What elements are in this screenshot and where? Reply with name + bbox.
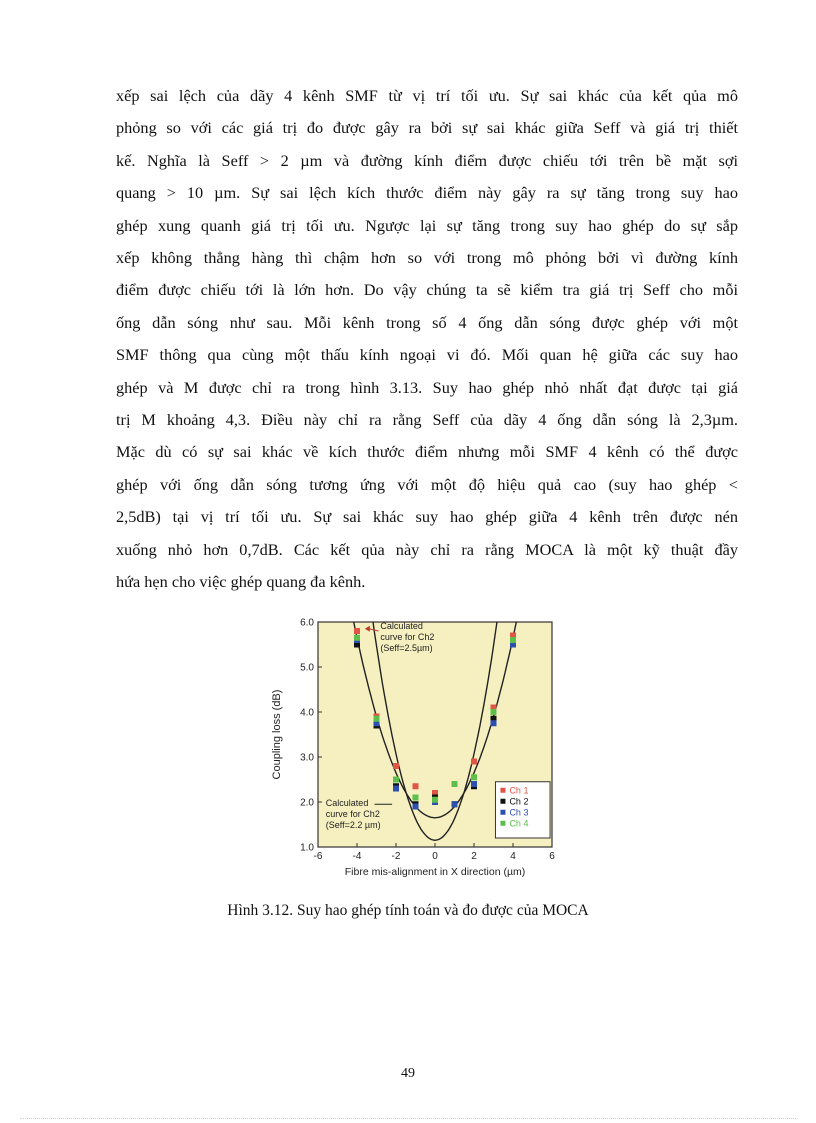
annotation-text: curve for Ch2 [380,631,435,642]
x-tick-label: 4 [510,851,516,862]
figure-coupling-loss [262,612,562,892]
y-tick-label: 2.0 [300,797,314,809]
coupling-loss-chart [262,612,562,892]
body-line: kế. Nghĩa là Seff > 2 µm và đường kính điểm được chiếu tới trên bề mặt sợi [116,150,738,170]
data-point [491,709,497,715]
y-tick-label: 4.0 [300,707,314,719]
body-line: quang > 10 µm. Sự sai lệch kích thước điểm này gây ra sự tăng trong suy hao [116,183,738,203]
legend-swatch [500,788,505,793]
body-line: ống dẫn sóng như sau. Mỗi kênh trong số 4 ống dẫn sóng được ghép với một [116,312,738,332]
data-point [471,759,477,765]
legend-swatch [500,799,505,804]
data-point [393,763,399,769]
annotation-text: (Seff=2.5µm) [380,642,433,653]
body-line: ghép xung quanh giá trị tối ưu. Ngược lại sự tăng trong suy hao ghép do sự sắp [116,215,738,235]
data-point [413,795,419,801]
legend-label: Ch 4 [509,818,529,829]
data-point [452,781,458,787]
data-point [510,637,516,643]
x-tick-label: 0 [432,851,438,862]
x-tick-label: -6 [313,851,323,862]
body-line: phỏng so với các giá trị đo được gây ra bởi sự sai khác giữa Seff và giá trị thiết [116,118,738,138]
data-point [413,783,419,789]
annotation-text: curve for Ch2 [325,809,380,819]
body-line: trị M khoảng 4,3. Điều này chỉ ra rằng Seff của dãy 4 ống dẫn sóng là 2,3µm. [116,410,738,430]
legend-swatch [500,810,505,815]
footer-divider [20,1118,796,1119]
body-paragraph [116,80,738,599]
y-tick-label: 1.0 [300,842,314,854]
legend-label: Ch 2 [509,796,529,807]
y-tick-label: 6.0 [300,617,314,629]
data-point [413,804,419,810]
data-point [393,786,399,792]
legend-label: Ch 1 [509,785,529,796]
annotation-text: Calculated [380,620,423,631]
data-point [491,720,497,726]
data-point [374,716,380,722]
x-tick-label: -2 [391,851,401,862]
x-tick-label: 6 [549,851,555,862]
body-line: 2,5dB) tại vị trí tối ưu. Sự sai khác suy hao ghép giữa 4 kênh trên được nén [116,507,738,527]
data-point [393,777,399,783]
annotation-text: (Seff=2.2 µm) [325,820,381,830]
data-point [471,774,477,780]
x-axis-label: Fibre mis-alignment in X direction (µm) [344,866,526,878]
data-point [354,628,360,634]
legend-swatch [500,821,505,826]
x-tick-label: 2 [471,851,477,862]
y-axis-label: Coupling loss (dB) [271,689,283,780]
legend-label: Ch 3 [509,807,529,818]
data-point [432,797,438,803]
data-point [354,635,360,641]
body-line: điểm được chiếu tới là lớn hơn. Do vậy chúng ta sẽ kiểm tra giá trị Seff cho mỗi [116,280,738,300]
figure-caption: Hình 3.12. Suy hao ghép tính toán và đo được của MOCA [227,902,589,919]
body-line: Mặc dù có sự sai khác về kích thước điểm nhưng mỗi SMF 4 kênh có thể được [116,442,738,462]
body-line: xếp sai lệch của dãy 4 kênh SMF từ vị trí tối ưu. Sự sai khác của kết qủa mô [116,86,738,105]
data-point [452,801,458,807]
body-line: ghép với ống dẫn sóng tương ứng với một độ hiệu quả cao (suy hao ghép < [116,474,738,494]
y-tick-label: 3.0 [300,752,314,764]
data-point [471,781,477,787]
body-line: SMF thông qua cùng một thấu kính ngoại vi đó. Mối quan hệ giữa các suy hao [116,345,738,365]
page-number: 49 [401,1066,415,1081]
y-tick-label: 5.0 [300,662,314,674]
body-line: xếp không thẳng hàng thì chậm hơn so với trong mô phỏng bởi vì đường kính [116,248,738,268]
body-line: ghép và M được chỉ ra trong hình 3.13. Suy hao ghép nhỏ nhất đạt được tại giá [116,377,738,397]
body-line: hứa hẹn cho việc ghép quang đa kênh. [116,572,366,592]
body-line: xuống nhỏ hơn 0,7dB. Các kết qủa này chỉ ra rằng MOCA là một kỹ thuật đầy [116,539,738,559]
annotation-text: Calculated [325,798,369,808]
x-tick-label: -4 [352,851,362,862]
